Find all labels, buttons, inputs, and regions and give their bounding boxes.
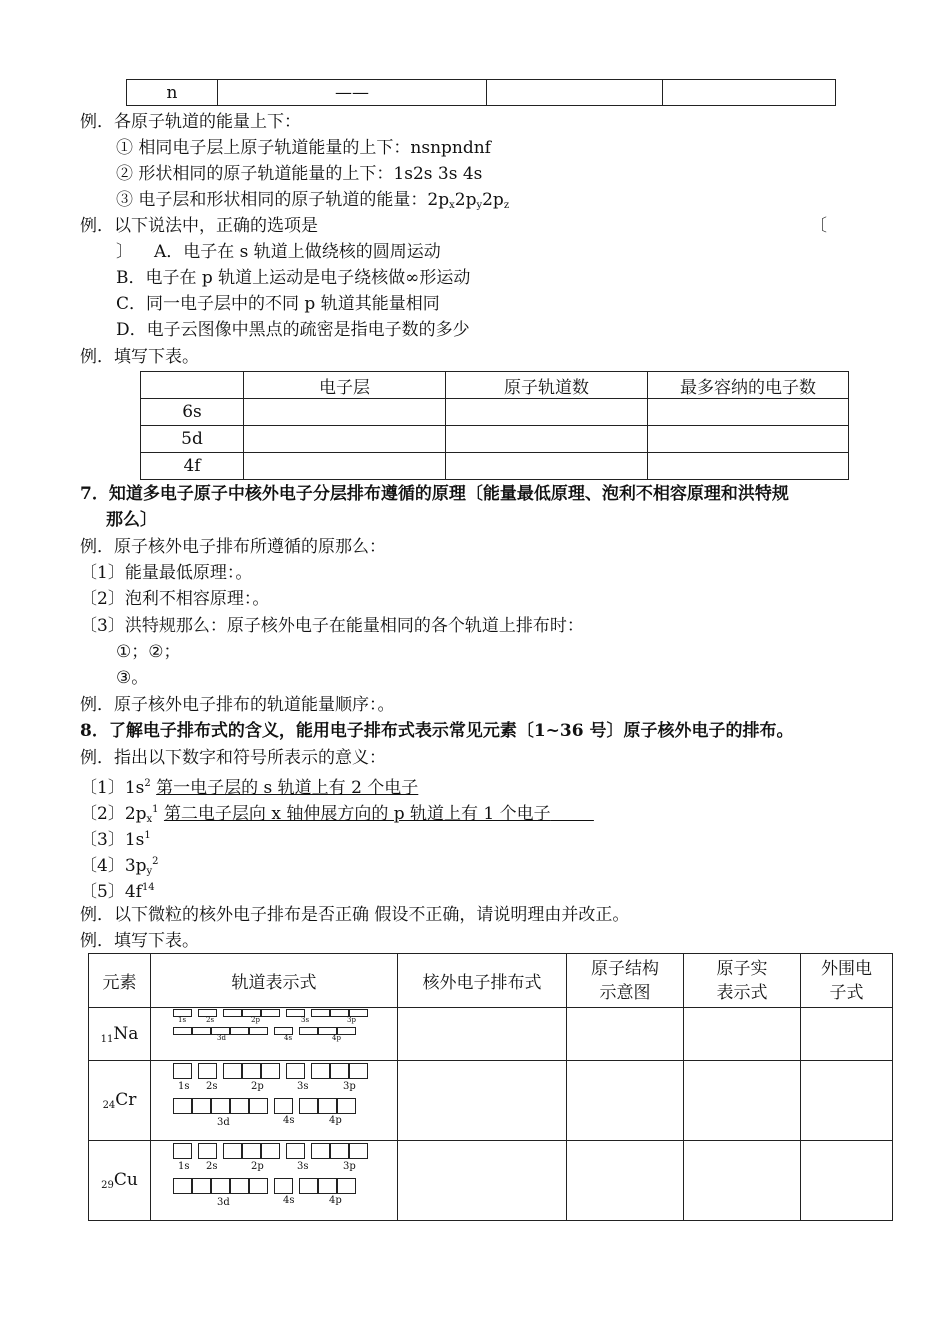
item2-answer-text: 第二电子层向 x 轴伸展方向的 p 轨道上有 1 个电子 (163, 804, 551, 824)
label-4p: 4p (329, 1195, 342, 1206)
label-4s: 4s (283, 1195, 295, 1206)
orb-2p: 2p (482, 190, 504, 210)
label-3p: 3p (347, 1016, 356, 1024)
cell[interactable] (648, 399, 849, 426)
cell[interactable] (648, 426, 849, 453)
header-core-l1: 原子实 (716, 958, 768, 979)
label-4s: 4s (284, 1034, 293, 1042)
cell[interactable] (244, 399, 446, 426)
cell[interactable] (244, 426, 446, 453)
header-structure-l1: 原子结构 (591, 958, 659, 979)
label-2p: 2p (251, 1081, 264, 1092)
element-symbol: Cr (115, 1090, 137, 1110)
cell[interactable] (801, 1061, 893, 1141)
item1-symbol: 〔1〕1s (80, 778, 145, 798)
label-2p: 2p (251, 1016, 260, 1024)
row-label: 4f (141, 453, 244, 480)
element-table (88, 953, 893, 1221)
sec7-line1: 例．原子核外电子排布所遵循的原那么： (80, 537, 386, 557)
header-orbital-count: 原子轨道数 (446, 372, 648, 399)
cell[interactable] (648, 453, 849, 480)
ex2-paren-open: 〔 (810, 216, 827, 236)
sub-z: z (503, 200, 510, 211)
header-element (89, 954, 151, 1008)
ex2-option-c: C．同一电子层中的不同 p 轨道其能量相同 (116, 294, 440, 314)
header-config (398, 954, 567, 1008)
label-2s: 2s (206, 1081, 218, 1092)
element-cell (89, 1061, 151, 1141)
label-3d: 3d (217, 1117, 230, 1128)
item5-sup: 14 (141, 882, 155, 893)
orbital-diagram (151, 1061, 397, 1131)
cell[interactable] (398, 1061, 567, 1141)
cell[interactable] (446, 426, 648, 453)
label-3d: 3d (217, 1197, 230, 1208)
section-7-title: 7．知道多电子原子中核外电子分层排布遵循的原理〔能量最低原理、泡利不相容原理和洪特规 (80, 484, 789, 504)
element-row-na (89, 1008, 893, 1061)
atomic-number: 29 (101, 1180, 114, 1191)
cell[interactable] (446, 453, 648, 480)
cell[interactable] (567, 1141, 684, 1221)
sec8-line3: 例．填写下表。 (80, 931, 199, 951)
sec7-line7: 例．原子核外电子排布的轨道能量顺序：。 (80, 695, 395, 715)
label-3s: 3s (297, 1161, 309, 1172)
label-4p: 4p (329, 1115, 342, 1126)
sec8-item3 (80, 824, 151, 852)
header-core-l2: 表示式 (716, 982, 768, 1003)
header-element-text: 元素 (102, 973, 137, 993)
header-core (684, 954, 801, 1008)
top-cell-4 (663, 80, 836, 106)
label-2s: 2s (206, 1016, 215, 1024)
label-3p: 3p (343, 1161, 356, 1172)
header-max-electrons: 最多容纳的电子数 (648, 372, 849, 399)
ex1-item3-text: ③ 电子层和形状相同的原子轨道的能量： (116, 190, 428, 210)
label-2p: 2p (251, 1161, 264, 1172)
item2-answer (164, 804, 594, 824)
cell[interactable] (684, 1061, 801, 1141)
top-cell-n: n (127, 80, 218, 106)
orbital-diagram-cell[interactable] (151, 1061, 398, 1141)
header-valence-l1: 外围电 (821, 958, 872, 979)
ex3-head: 例．填写下表。 (80, 347, 199, 367)
label-1s: 1s (178, 1016, 187, 1024)
orb-2p: 2p (454, 190, 477, 210)
ex1-item1: ① 相同电子层上原子轨道能量的上下：nsnpndnf (116, 138, 491, 158)
item2-symbol: 〔2〕2p (80, 804, 147, 824)
ex2-paren-close: 〕 (116, 242, 133, 262)
orbital-diagram-cell[interactable] (151, 1008, 398, 1061)
item2-sup: 1 (152, 804, 159, 815)
cell[interactable] (446, 399, 648, 426)
atomic-number: 11 (100, 1033, 114, 1045)
item3-sup: 1 (144, 830, 151, 841)
section-8-title: 8．了解电子排布式的含义，能用电子排布式表示常见元素〔1~36 号〕原子核外电子的排布。 (80, 721, 794, 741)
orbital-diagram-small (151, 1008, 397, 1058)
item1-answer: 第一电子层的 s 轨道上有 2 个电子 (156, 778, 419, 798)
top-cell-3 (487, 80, 663, 106)
cell[interactable] (567, 1008, 684, 1061)
label-1s: 1s (178, 1081, 190, 1092)
orbital-diagram-cell[interactable] (151, 1141, 398, 1221)
header-structure (567, 954, 684, 1008)
item2-sub: x (146, 814, 153, 825)
header-shell: 电子层 (244, 372, 446, 399)
cell[interactable] (398, 1008, 567, 1061)
sub-x: x (449, 200, 455, 211)
label-3p: 3p (343, 1081, 356, 1092)
cell[interactable] (801, 1141, 893, 1221)
cell[interactable] (684, 1008, 801, 1061)
sec7-line3: 〔2〕泡利不相容原理：。 (80, 589, 270, 609)
item5-symbol: 〔5〕4f (80, 882, 142, 902)
label-2s: 2s (206, 1161, 218, 1172)
label-4s: 4s (283, 1115, 295, 1126)
orbital-diagram (151, 1141, 397, 1211)
atomic-number: 24 (102, 1100, 116, 1111)
ex2-option-a: A．电子在 s 轨道上做绕核的圆周运动 (154, 242, 441, 262)
sec8-line2: 例．以下微粒的核外电子排布是否正确 假设不正确，请说明理由并改正。 (80, 905, 630, 925)
header-structure-l2: 示意图 (599, 982, 651, 1003)
sec8-item5 (80, 876, 155, 904)
sec7-line6: ③。 (116, 668, 149, 688)
item4-sub: y (146, 866, 153, 877)
header-config-text: 核外电子排布式 (422, 973, 542, 993)
ex2-head: 例．以下说法中，正确的选项是 (80, 216, 318, 236)
header-orbital-diagram (151, 954, 398, 1008)
label-3d: 3d (217, 1034, 226, 1042)
cell[interactable] (684, 1141, 801, 1221)
sec7-line4: 〔3〕洪特规那么：原子核外电子在能量相同的各个轨道上排布时： (80, 616, 584, 636)
cell[interactable] (398, 1141, 567, 1221)
label-1s: 1s (178, 1161, 190, 1172)
sec8-item2 (80, 798, 594, 832)
ex2-option-b: B．电子在 p 轨道上运动是电子绕核做∞形运动 (116, 268, 471, 288)
row-label: 5d (141, 426, 244, 453)
cell[interactable] (567, 1061, 684, 1141)
cell[interactable] (244, 453, 446, 480)
orb-2p: 2p (427, 190, 450, 210)
sec8-item1 (80, 772, 418, 800)
top-cell-dash: —— (218, 80, 487, 106)
row-label: 6s (141, 399, 244, 426)
header-orbital-diagram-text: 轨道表示式 (231, 973, 317, 993)
label-3s: 3s (297, 1081, 309, 1092)
sec7-line2: 〔1〕能量最低原理：。 (80, 563, 253, 583)
header-valence-l2: 子式 (829, 982, 864, 1003)
element-cell (89, 1141, 151, 1221)
label-4p: 4p (332, 1034, 341, 1042)
item4-sup: 2 (152, 856, 159, 867)
sec7-line5: ①；②； (116, 642, 181, 662)
sec8-line1: 例．指出以下数字和符号所表示的意义： (80, 748, 386, 768)
element-row-cr (89, 1061, 893, 1141)
orbital-table-corner (141, 372, 244, 399)
ex1-item2: ② 形状相同的原子轨道能量的上下：1s2s 3s 4s (116, 164, 483, 184)
label-3s: 3s (301, 1016, 310, 1024)
ex1-head: 例．各原子轨道的能量上下： (80, 112, 301, 132)
ex2-option-d: D．电子云图像中黑点的疏密是指电子数的多少 (116, 320, 470, 340)
sub-y: y (476, 200, 483, 211)
item1-sup: 2 (144, 778, 151, 789)
orbital-table (140, 371, 849, 480)
element-row-cu (89, 1141, 893, 1221)
element-symbol: Cu (113, 1170, 138, 1190)
item4-symbol: 〔4〕3p (80, 856, 147, 876)
top-table (126, 79, 836, 106)
element-symbol: Na (113, 1023, 139, 1044)
header-valence (801, 954, 893, 1008)
item3-symbol: 〔3〕1s (80, 830, 145, 850)
element-cell (89, 1008, 151, 1061)
cell[interactable] (801, 1008, 893, 1061)
section-7-title-cont: 那么〕 (106, 510, 157, 530)
